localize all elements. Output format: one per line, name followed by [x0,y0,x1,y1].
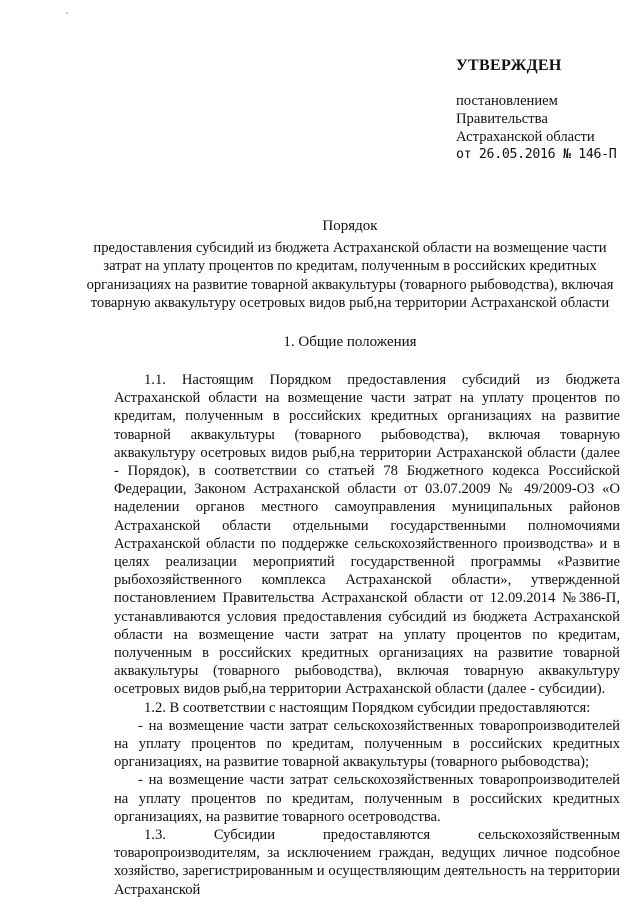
paragraph-1-1: 1.1. Настоящим Порядком предоставления субсидий из бюджета Астраханской области на возмещение части затрат на уплату процентов по кредитам, полученным в российских кредитных организациях на развитие товарной аквакультуры (товарного рыбоводства), включая товарную аквакультуру осетровых видов рыб,на территории Астраханской области (далее - Порядок), в соответствии со статьей 78 Бюджетного кодекса Российской Федерации, Законом Астраханской области от 03.07.2009 № 49/2009-ОЗ «О наделении органов местного самоуправления муниципальных районов Астраханской области отдельными государственными полномочиями Астраханской области по поддержке сельскохозяйственного производства» и в целях реализации мероприятий государственной программы «Развитие рыбохозяйственного комплекса Астраханской области», утвержденной постановлением Правительства Астраханской области от 12.09.2014 №386-П, устанавливаются условия предоставления субсидий из бюджета Астраханской области на возмещение части затрат на уплату процентов по кредитам, полученным в российских кредитных организациях на развитие товарной аквакультуры (товарного рыбоводства), включая товарную аквакультуру осетровых видов рыб,на территории Астраханской области (далее - субсидии). [114,372,620,698]
paragraph-1-3: 1.3. Субсидии предоставляются сельскохозяйственным товаропроизводителям, за исключением граждан, ведущих личное подсобное хозяйство, зарегистрированным и осуществляющим деятельность на территории Астраханской [114,827,620,898]
paragraph-1-2: 1.2. В соответствии с настоящим Порядком субсидии предоставляются: [144,699,591,716]
scan-speck [66,12,68,14]
title-subtitle: предоставления субсидий из бюджета Астраханской области на возмещение части затрат на уплату процентов по кредитам, полученным в российских кредитных организациях на развитие товарной аквакультуры (товарного рыбоводства), включая товарную аквакультуру осетровых видов рыб,на территории Астраханской области [86,240,614,312]
paragraph-1-2-item-a: - на возмещение части затрат сельскохозяйственных товаропроизводителей на уплату процентов по кредитам, полученным в российских кредитных организациях, на развитие товарной аквакультуры (товарного рыбоводства); [114,717,620,771]
title-heading: Порядок [322,218,378,234]
approval-line-1: постановлением [456,93,558,109]
decree-date-number: от 26.05.2016 № 146-П [456,147,617,162]
paragraph-1-2-item-b: - на возмещение части затрат сельскохозяйственных товаропроизводителей на уплату процентов по кредитам, полученным в российских кредитных организациях, на развитие товарного осетроводства. [114,772,620,825]
section-heading: 1. Общие положения [283,334,417,350]
approval-line-3: Астраханской области [456,129,595,145]
document-title [80,216,620,313]
approval-stamp: УТВЕРЖДЕН [456,57,562,74]
body-text [114,371,620,899]
approval-line-2: Правительства [456,111,548,127]
approval-block [456,56,636,164]
